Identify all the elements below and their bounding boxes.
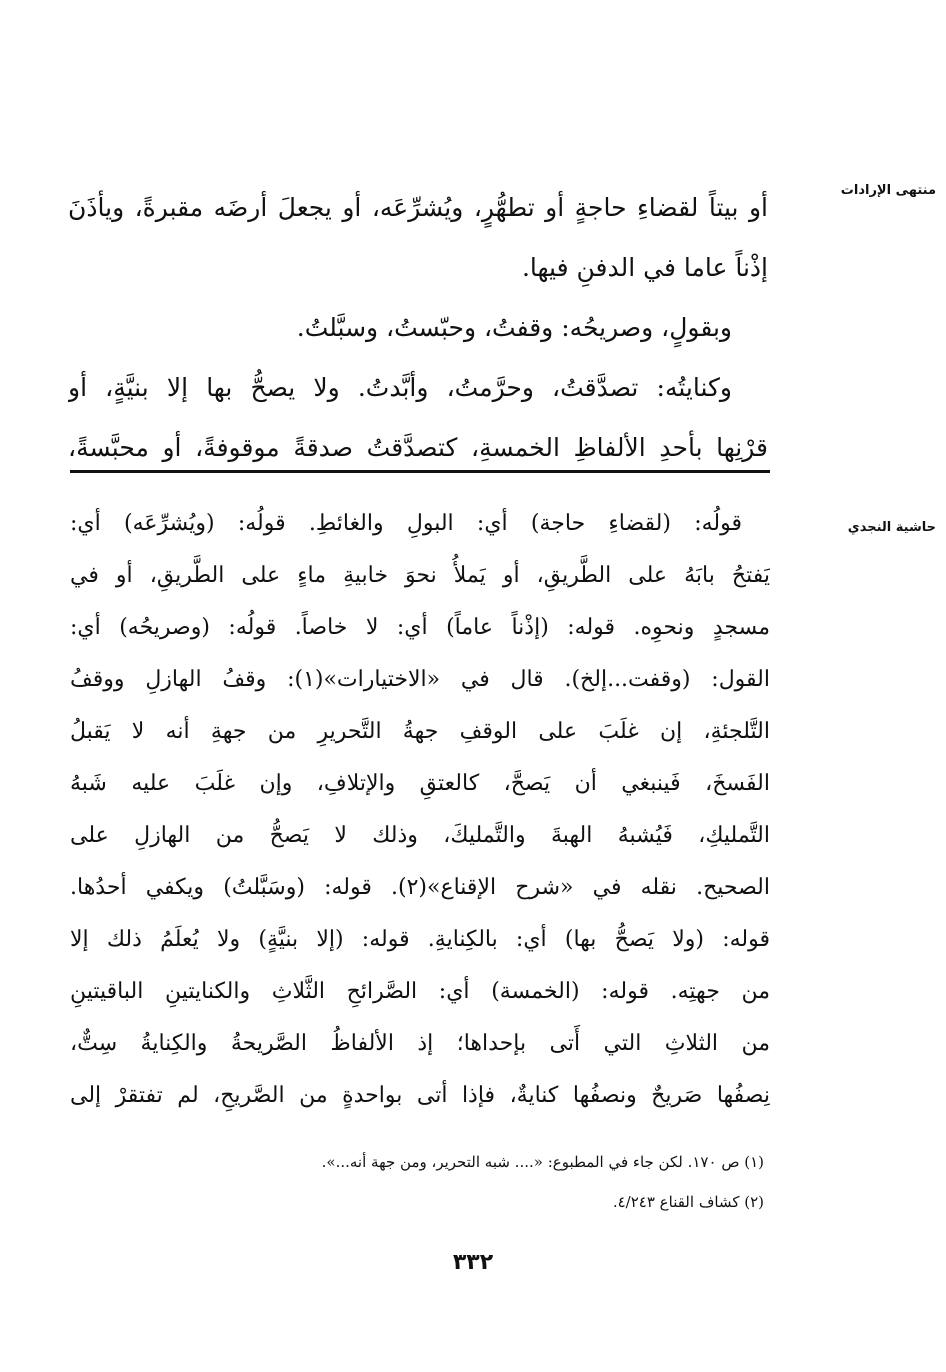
commentary-line: التَّمليكِ، فَيُشبهُ الهبةَ والتَّمليكَ، وذلك لا يَصحُّ من الهازلِ على bbox=[70, 823, 770, 848]
commentary-line: نِصفُها صَريحٌ ونصفُها كنايةٌ، فإذا أتى بواحدةٍ من الصَّريحِ، لم تفتقرْ إلى bbox=[70, 1083, 770, 1108]
main-text-line: قرْنِها بأحدِ الألفاظِ الخمسةِ، كتصدَّقتُ صدقةً موقوفةً، أو محبَّسةً، bbox=[68, 433, 768, 462]
main-text-line: إذْناً عاما في الدفنِ فيها. bbox=[521, 253, 768, 282]
commentary-line: الصحيح. نقله في «شرح الإقناع»(٢). قوله: (وسَبَّلتُ) ويكفي أحدُها. bbox=[70, 875, 770, 900]
commentary-line: قوله: (ولا يَصحُّ بها) أي: بالكِنايةِ. قوله: (إلا بنيَّةٍ) ولا يُعلَمُ ذلك إلا bbox=[70, 927, 770, 952]
footnote: (٢) كشاف القناع ٤/٢٤٣. bbox=[612, 1193, 764, 1211]
commentary-line: التَّلجئةِ، إن غلَبَ على الوقفِ جهةُ التَّحريرِ من جهةِ أنه لا يَقبلُ bbox=[70, 719, 770, 744]
commentary-line: قولُه: (لقضاءِ حاجة) أي: البولِ والغائطِ. قولُه: (ويُشرِّعَه) أي: bbox=[70, 511, 742, 536]
commentary-source-label: حاشية النجدي bbox=[847, 520, 936, 535]
commentary-line: مسجدٍ ونحوِه. قوله: (إذْناً عاماً) أي: لا خاصاً. قولُه: (وصريحُه) أي: bbox=[70, 615, 770, 640]
commentary-line: القول: (وقفت...إلخ). قال في «الاختيارات»(١): وقفُ الهازلِ ووقفُ bbox=[70, 667, 770, 692]
commentary-line: من جهتِه. قوله: (الخمسة) أي: الصَّرائحِ الثَّلاثِ والكنايتينِ الباقيتينِ bbox=[70, 979, 770, 1004]
section-divider bbox=[70, 470, 770, 473]
main-text-line: وبقولٍ، وصريحُه: وقفتُ، وحبّستُ، وسبَّلتُ. bbox=[296, 313, 732, 342]
main-text-block bbox=[68, 178, 768, 478]
main-text-line: أو بيتاً لقضاءِ حاجةٍ أو تطهُّرٍ، ويُشرِّعَه، أو يجعلَ أرضَه مقبرةً، ويأذَنَ bbox=[68, 193, 768, 222]
main-text-source-label: منتهى الإرادات bbox=[840, 183, 936, 198]
commentary-line: يَفتحُ بابَهُ على الطَّريقِ، أو يَملأُ نحوَ خابيةِ ماءٍ على الطَّريقِ، أو في bbox=[70, 563, 770, 588]
commentary-block bbox=[70, 498, 770, 1122]
footnote: (١) ص ١٧٠. لكن جاء في المطبوع: «.... شبه التحرير، ومن جهة أنه...». bbox=[321, 1153, 764, 1171]
footnotes bbox=[150, 1150, 764, 1214]
main-text-line: وكنايتُه: تصدَّقتُ، وحرَّمتُ، وأبَّدتُ. ولا يصحُّ بها إلا بنيَّةٍ، أو bbox=[68, 373, 732, 402]
page-number: ٣٣٢ bbox=[452, 1250, 494, 1275]
commentary-line: من الثلاثِ التي أَتى بإحداها؛ إذ الألفاظُ الصَّريحةُ والكِنايةُ سِتٌّ، bbox=[70, 1031, 770, 1056]
commentary-line: الفَسخَ، فَينبغي أن يَصحَّ، كالعتقِ والإتلافِ، وإن غلَبَ عليه شَبهُ bbox=[70, 771, 770, 796]
